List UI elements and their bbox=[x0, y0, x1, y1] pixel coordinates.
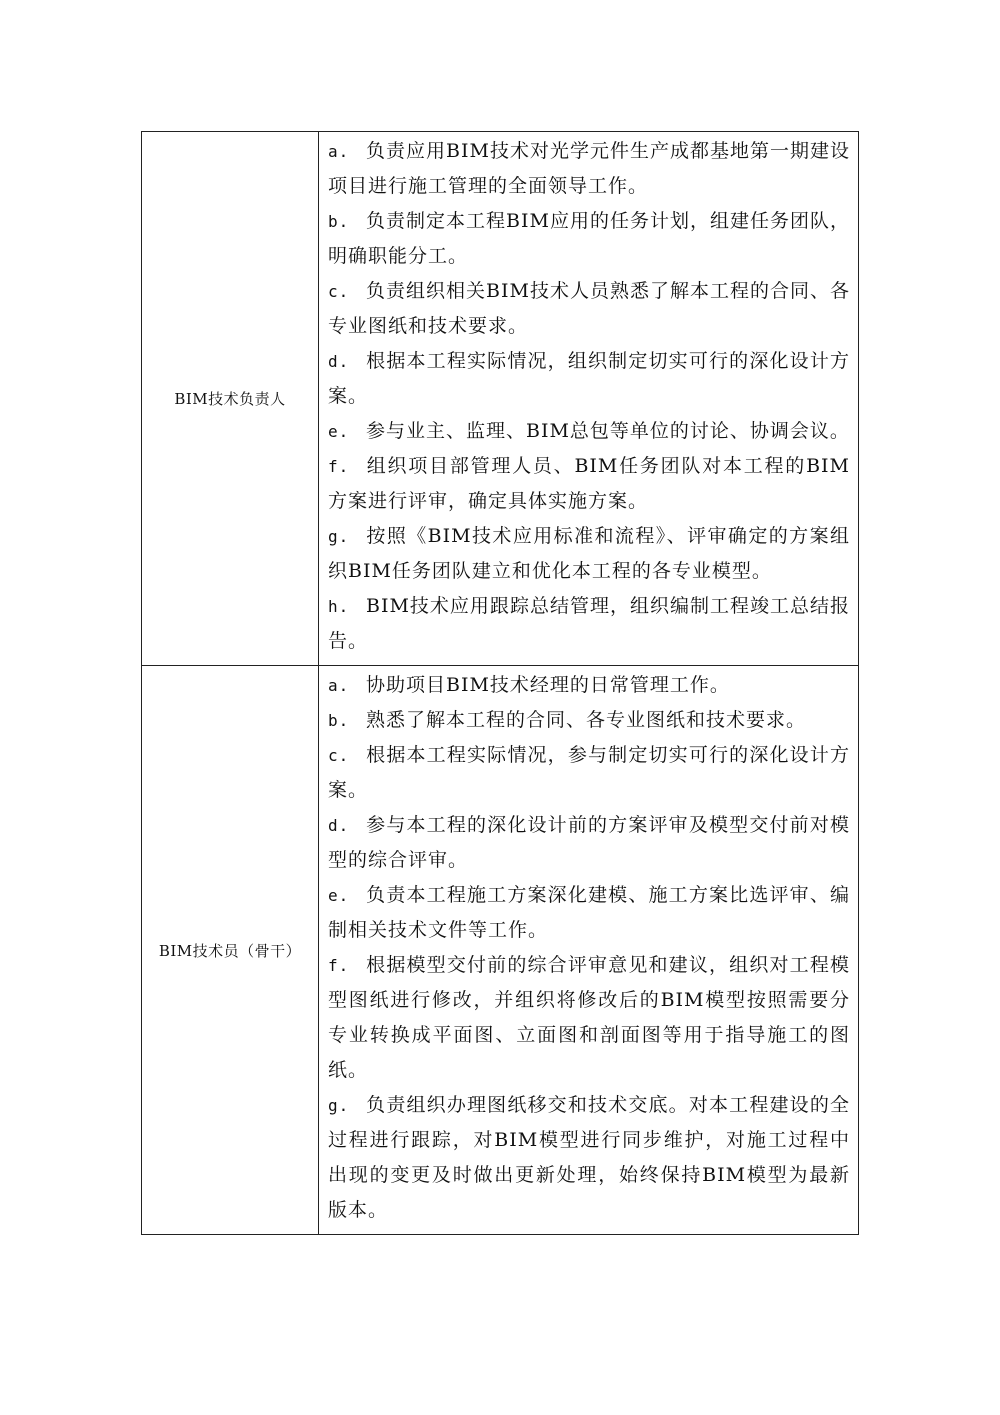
duty-item bbox=[328, 668, 850, 703]
duty-text: BIM技术应用跟踪总结管理，组织编制工程竣工总结报告。 bbox=[328, 595, 850, 652]
duty-marker: h. bbox=[328, 597, 350, 616]
duty-marker: b. bbox=[328, 711, 350, 730]
duty-marker: d. bbox=[328, 816, 350, 835]
duties-cell bbox=[319, 132, 859, 666]
duty-text: 负责应用BIM技术对光学元件生产成都基地第一期建设项目进行施工管理的全面领导工作。 bbox=[328, 140, 850, 197]
responsibility-table bbox=[141, 131, 859, 1235]
duty-marker: g. bbox=[328, 1096, 350, 1115]
duty-item bbox=[328, 134, 850, 204]
duty-text: 根据本工程实际情况，组织制定切实可行的深化设计方案。 bbox=[328, 350, 850, 407]
duty-text: 根据本工程实际情况，参与制定切实可行的深化设计方案。 bbox=[328, 744, 850, 801]
duty-item bbox=[328, 808, 850, 878]
duty-item bbox=[328, 414, 850, 449]
table-row bbox=[142, 666, 859, 1235]
duty-text: 负责本工程施工方案深化建模、施工方案比选评审、编制相关技术文件等工作。 bbox=[328, 884, 850, 941]
duty-marker: a. bbox=[328, 142, 350, 161]
duties-cell bbox=[319, 666, 859, 1235]
duty-text: 组织项目部管理人员、BIM任务团队对本工程的BIM方案进行评审，确定具体实施方案。 bbox=[328, 455, 850, 512]
duty-marker: e. bbox=[328, 886, 350, 905]
duty-item bbox=[328, 703, 850, 738]
duty-marker: d. bbox=[328, 352, 350, 371]
duty-marker: e. bbox=[328, 422, 350, 441]
duty-marker: c. bbox=[328, 282, 350, 301]
duty-item bbox=[328, 449, 850, 519]
duty-text: 根据模型交付前的综合评审意见和建议，组织对工程模型图纸进行修改，并组织将修改后的BIM模型按照需要分专业转换成平面图、立面图和剖面图等用于指导施工的图纸。 bbox=[328, 954, 850, 1081]
duty-marker: c. bbox=[328, 746, 350, 765]
duty-item bbox=[328, 878, 850, 948]
duty-text: 参与业主、监理、BIM总包等单位的讨论、协调会议。 bbox=[366, 420, 850, 442]
duty-item bbox=[328, 204, 850, 274]
role-label: BIM技术员（骨干） bbox=[158, 941, 302, 960]
duty-text: 参与本工程的深化设计前的方案评审及模型交付前对模型的综合评审。 bbox=[328, 814, 850, 871]
duty-marker: g. bbox=[328, 527, 350, 546]
role-cell bbox=[142, 666, 319, 1235]
duty-item bbox=[328, 738, 850, 808]
duty-item bbox=[328, 344, 850, 414]
duty-text: 协助项目BIM技术经理的日常管理工作。 bbox=[366, 674, 730, 696]
role-label: BIM技术负责人 bbox=[174, 390, 286, 408]
duty-marker: b. bbox=[328, 212, 350, 231]
role-cell bbox=[142, 132, 319, 666]
duty-item bbox=[328, 948, 850, 1088]
duty-text: 按照《BIM技术应用标准和流程》、评审确定的方案组织BIM任务团队建立和优化本工程的各专业模型。 bbox=[328, 525, 850, 582]
duty-item bbox=[328, 589, 850, 659]
duty-text: 负责制定本工程BIM应用的任务计划，组建任务团队，明确职能分工。 bbox=[328, 210, 850, 267]
duty-item bbox=[328, 274, 850, 344]
duty-text: 负责组织办理图纸移交和技术交底。对本工程建设的全过程进行跟踪，对BIM模型进行同步维护，对施工过程中出现的变更及时做出更新处理，始终保持BIM模型为最新版本。 bbox=[328, 1094, 850, 1221]
table-row bbox=[142, 132, 859, 666]
duty-item bbox=[328, 519, 850, 589]
duty-marker: f. bbox=[328, 457, 350, 476]
duty-marker: f. bbox=[328, 956, 350, 975]
duty-text: 负责组织相关BIM技术人员熟悉了解本工程的合同、各专业图纸和技术要求。 bbox=[328, 280, 850, 337]
duty-text: 熟悉了解本工程的合同、各专业图纸和技术要求。 bbox=[366, 709, 807, 731]
duty-item bbox=[328, 1088, 850, 1228]
duty-marker: a. bbox=[328, 676, 350, 695]
